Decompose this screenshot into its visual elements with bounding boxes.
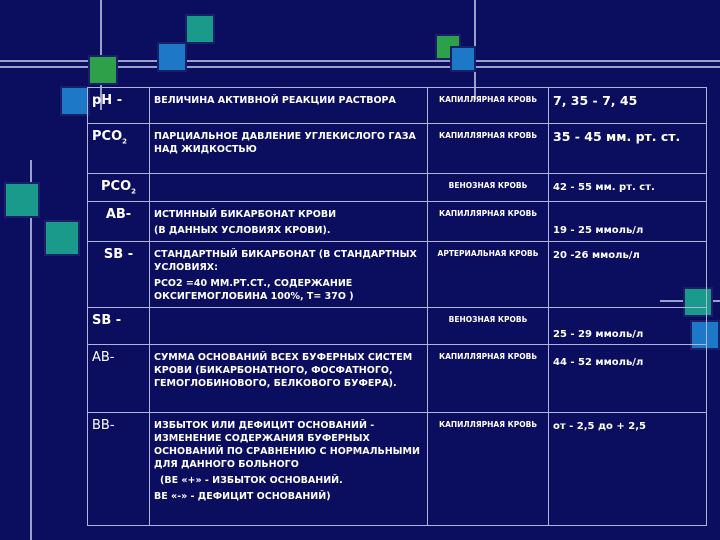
param-symbol: ВВ- [88, 413, 150, 526]
param-description [150, 345, 428, 413]
sample-source: КАПИЛЛЯРНАЯ КРОВЬ [428, 202, 549, 242]
description-line: СТАНДАРТНЫЙ БИКАРБОНАТ (В СТАНДАРТНЫХ УСЛОВИЯХ: [154, 249, 417, 273]
blood-gas-table [87, 87, 707, 526]
sample-source: КАПИЛЛЯРНАЯ КРОВЬ [428, 124, 549, 174]
norm-value: 42 - 55 мм. рт. ст. [549, 174, 707, 202]
description-line: ПАРЦИАЛЬНОЕ ДАВЛЕНИЕ УГЛЕКИСЛОГО ГАЗА НАД ЖИДКОСТЬЮ [154, 131, 416, 155]
table-row [88, 174, 707, 202]
sample-source: КАПИЛЛЯРНАЯ КРОВЬ [428, 88, 549, 124]
param-description [150, 202, 428, 242]
param-symbol [88, 124, 150, 174]
symbol-text: PCO [92, 129, 123, 144]
symbol-text: PCO [101, 179, 132, 194]
table-row [88, 242, 707, 308]
decor-square [60, 86, 90, 116]
sample-source: ВЕНОЗНАЯ КРОВЬ [428, 174, 549, 202]
decor-square [88, 55, 118, 85]
norm-value: 44 - 52 ммоль/л [549, 345, 707, 413]
decor-square [4, 182, 40, 218]
decor-square [157, 42, 187, 72]
param-description [150, 124, 428, 174]
param-symbol: SB - [88, 308, 150, 345]
norm-value: от - 2,5 до + 2,5 [549, 413, 707, 526]
sample-source: АРТЕРИАЛЬНАЯ КРОВЬ [428, 242, 549, 308]
param-description [150, 174, 428, 202]
norm-value: 25 - 29 ммоль/л [549, 308, 707, 345]
param-symbol: pH - [88, 88, 150, 124]
description-line: ВЕ «-» - ДЕФИЦИТ ОСНОВАНИЙ) [154, 491, 331, 502]
param-symbol: АВ- [88, 345, 150, 413]
norm-value: 20 -26 ммоль/л [549, 242, 707, 308]
table-row [88, 88, 707, 124]
table-row [88, 413, 707, 526]
description-line: PCO2 =40 ММ.РТ.СТ., СОДЕРЖАНИЕ ОКСИГЕМОГЛОБИНА 100%, Т= 37О ) [154, 278, 354, 302]
sample-source: КАПИЛЛЯРНАЯ КРОВЬ [428, 345, 549, 413]
table-row [88, 124, 707, 174]
param-symbol: AB- [88, 202, 150, 242]
param-description [150, 242, 428, 308]
param-description [150, 413, 428, 526]
table-row [88, 202, 707, 242]
norm-value: 35 - 45 мм. рт. ст. [549, 124, 707, 174]
description-line: ИЗБЫТОК ИЛИ ДЕФИЦИТ ОСНОВАНИЙ - ИЗМЕНЕНИЕ СОДЕРЖАНИЯ БУФЕРНЫХ ОСНОВАНИЙ ПО СРАВНЕНИЮ С НОРМАЛЬНЫМИ ДЛЯ ДАННОГО БОЛЬНОГО [154, 420, 420, 470]
description-line: ВЕЛИЧИНА АКТИВНОЙ РЕАКЦИИ РАСТВОРА [154, 95, 396, 106]
decor-square [450, 46, 476, 72]
param-symbol [88, 174, 150, 202]
description-line: (В ДАННЫХ УСЛОВИЯХ КРОВИ). [154, 225, 331, 236]
param-description [150, 88, 428, 124]
param-description [150, 308, 428, 345]
decor-square [44, 220, 80, 256]
description-line: СУММА ОСНОВАНИЙ ВСЕХ БУФЕРНЫХ СИСТЕМ КРОВИ (БИКАРБОНАТНОГО, ФОСФАТНОГО, ГЕМОГЛОБИНОВОГО, БЕЛКОВОГО БУФЕРА). [154, 352, 413, 389]
description-line: ИСТИННЫЙ БИКАРБОНАТ КРОВИ [154, 209, 337, 220]
sample-source: КАПИЛЛЯРНАЯ КРОВЬ [428, 413, 549, 526]
decor-square [185, 14, 215, 44]
sample-source: ВЕНОЗНАЯ КРОВЬ [428, 308, 549, 345]
symbol-subscript: 2 [122, 137, 127, 146]
table-row [88, 345, 707, 413]
param-symbol: SB - [88, 242, 150, 308]
norm-value: 7, 35 - 7, 45 [549, 88, 707, 124]
norm-value: 19 - 25 ммоль/л [549, 202, 707, 242]
symbol-subscript: 2 [131, 187, 136, 196]
description-line: (ВЕ «+» - ИЗБЫТОК ОСНОВАНИЙ. [160, 475, 343, 486]
table-row [88, 308, 707, 345]
